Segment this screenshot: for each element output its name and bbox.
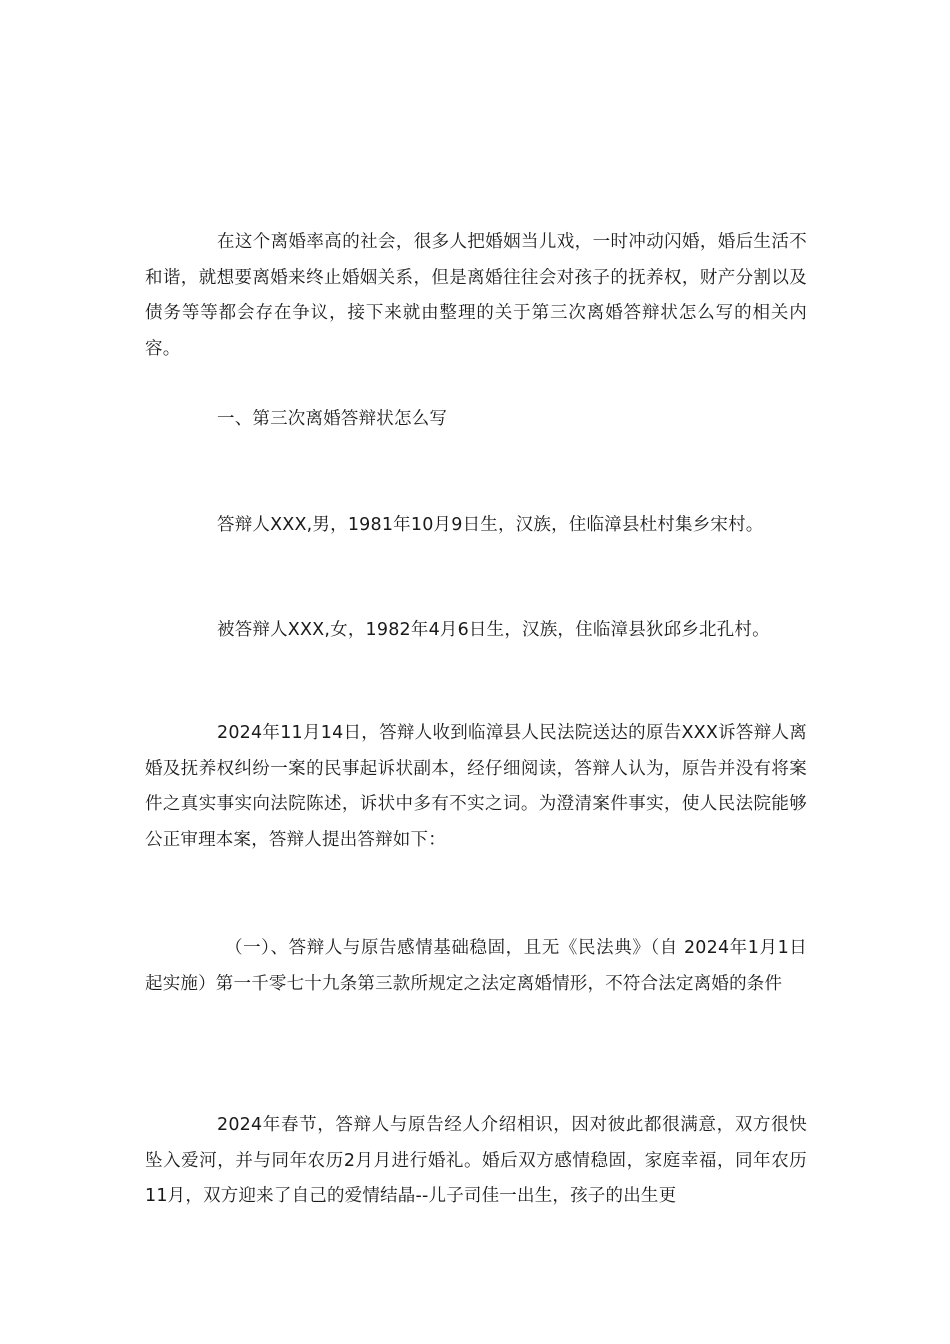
respondent-info-paragraph: 答辩人XXX,男，1981年10月9日生，汉族，住临漳县杜村集乡宋村。 [217, 515, 764, 535]
intro-paragraph: 在这个离婚率高的社会，很多人把婚姻当儿戏，一时冲动闪婚，婚后生活不和谐，就想要离婚来终止婚姻关系，但是离婚往往会对孩子的抚养权，财产分割以及债务等等都会存在争议，接下来就由整理的关于第三次离婚答辩状怎么写的相关内容。 [145, 232, 807, 359]
section-heading: 一、第三次离婚答辩状怎么写 [217, 409, 448, 429]
plaintiff-info-paragraph: 被答辩人XXX,女，1982年4月6日生，汉族，住临漳县狄邱乡北孔村。 [217, 620, 770, 640]
receipt-paragraph: 2024年11月14日，答辩人收到临漳县人民法院送达的原告XXX诉答辩人离婚及抚养权纠纷一案的民事起诉状副本，经仔细阅读，答辩人认为，原告并没有将案件之真实事实向法院陈述，诉状中多有不实之词。为澄清案件事实，使人民法院能够公正审理本案，答辩人提出答辩如下： [145, 723, 807, 850]
background-paragraph: 2024年春节，答辩人与原告经人介绍相识，因对彼此都很满意，双方很快坠入爱河，并与同年农历2月月进行婚礼。婚后双方感情稳固，家庭幸福，同年农历11月，双方迎来了自己的爱情结晶--儿子司佳一出生，孩子的出生更 [145, 1115, 807, 1206]
subsection-heading: （一）、答辩人与原告感情基础稳固，且无《民法典》（自 2024年1月1日起实施）第一千零七十九条第三款所规定之法定离婚情形，不符合法定离婚的条件 [145, 938, 807, 994]
